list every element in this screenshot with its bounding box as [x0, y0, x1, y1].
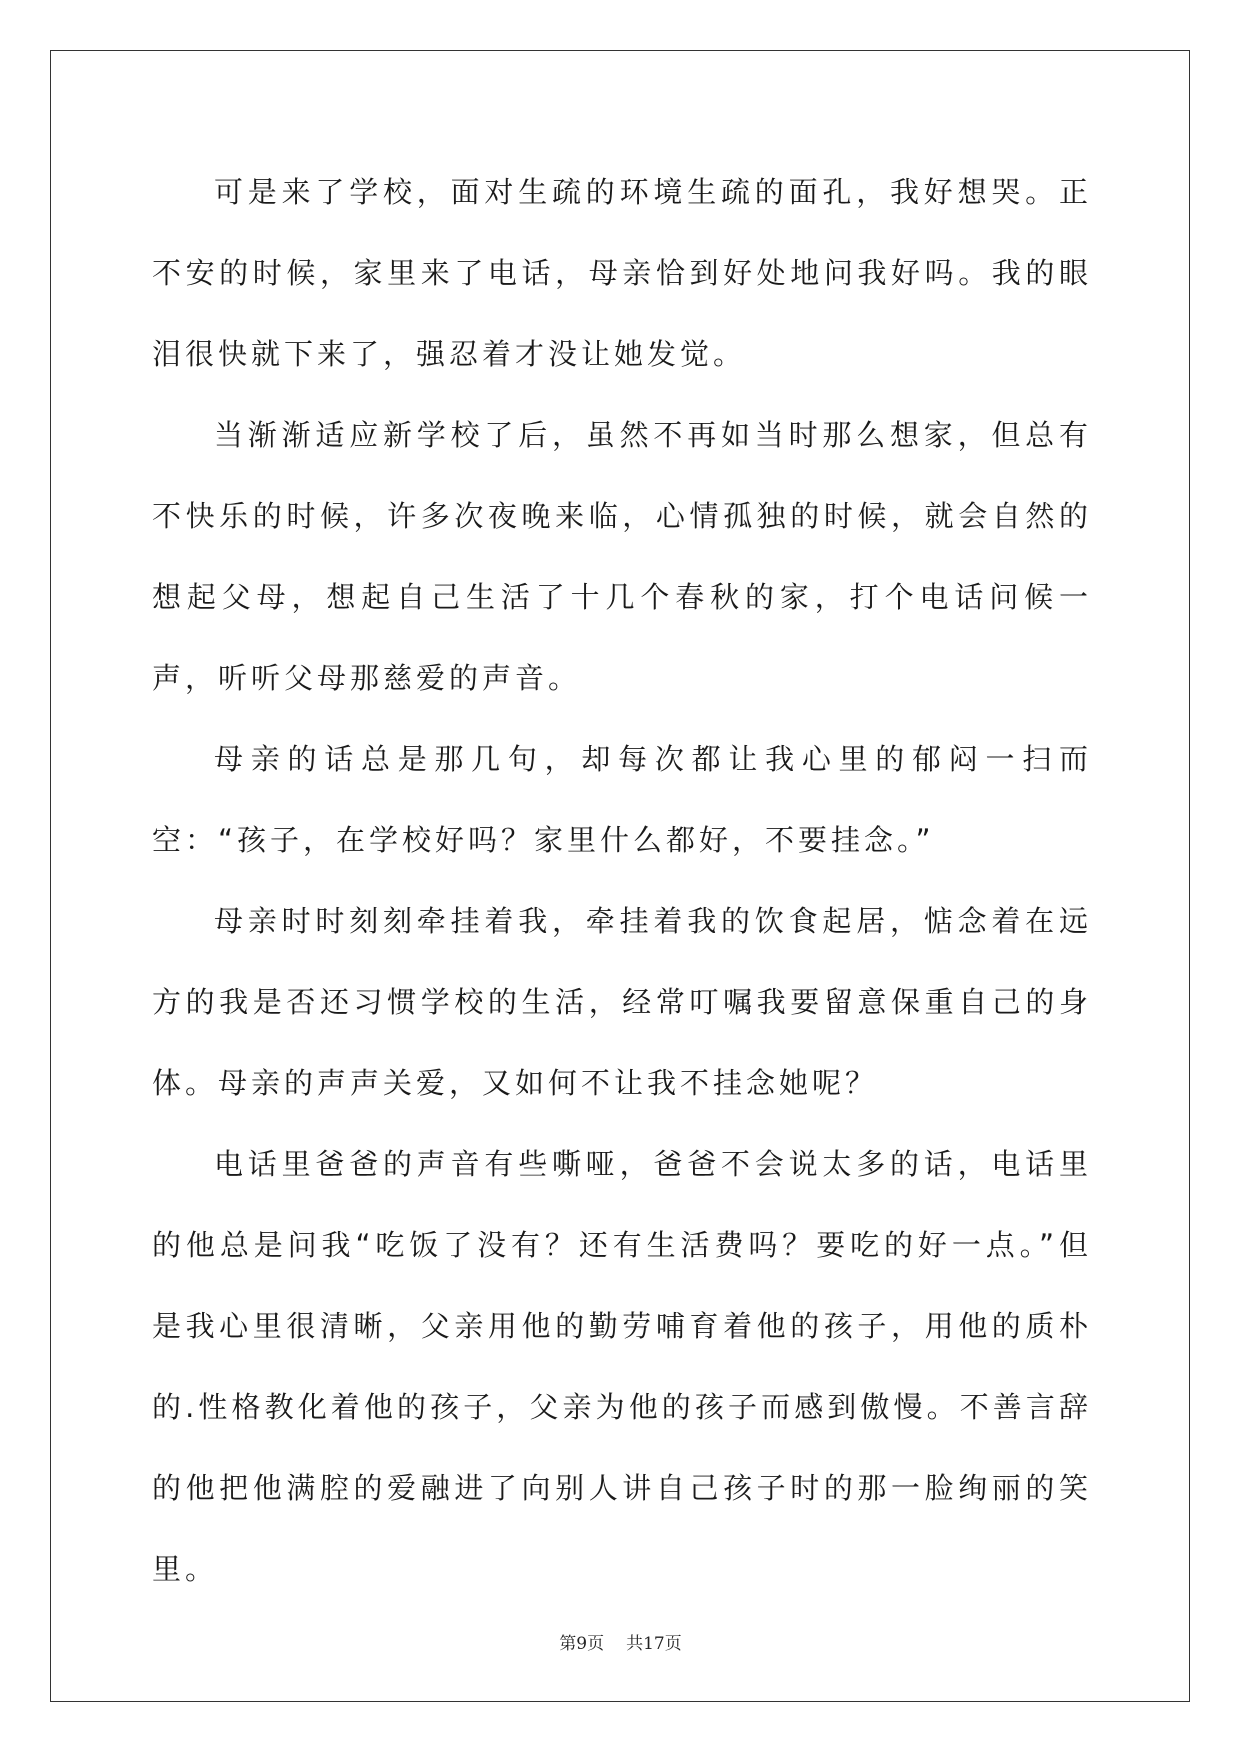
document-body: [152, 152, 1092, 1610]
page-number: 第9页: [559, 1634, 605, 1654]
paragraph: 当渐渐适应新学校了后，虽然不再如当时那么想家，但总有不快乐的时候，许多次夜晚来临，心情孤独的时候，就会自然的想起父母，想起自己生活了十几个春秋的家，打个电话问候一声，听听父母那慈爱的声音。: [152, 418, 1092, 695]
paragraph: 母亲时时刻刻牵挂着我，牵挂着我的饮食起居，惦念着在远方的我是否还习惯学校的生活，经常叮嘱我要留意保重自己的身体。母亲的声声关爱，又如何不让我不挂念她呢？: [152, 904, 1092, 1100]
paragraph: 电话里爸爸的声音有些嘶哑，爸爸不会说太多的话，电话里的他总是问我“吃饭了没有？还有生活费吗？要吃的好一点。”但是我心里很清晰，父亲用他的勤劳哺育着他的孩子，用他的质朴的.性格教化着他的孩子，父亲为他的孩子而感到傲慢。不善言辞的他把他满腔的爱融进了向别人讲自己孩子时的那一脸绚丽的笑里。: [152, 1147, 1092, 1586]
paragraph: 母亲的话总是那几句，却每次都让我心里的郁闷一扫而空：“孩子，在学校好吗？家里什么都好，不要挂念。”: [152, 742, 1092, 857]
page-total: 共17页: [626, 1634, 682, 1654]
paragraph: 可是来了学校，面对生疏的环境生疏的面孔，我好想哭。正不安的时候，家里来了电话，母亲恰到好处地问我好吗。我的眼泪很快就下来了，强忍着才没让她发觉。: [152, 175, 1092, 371]
page-footer: [0, 1629, 1241, 1654]
